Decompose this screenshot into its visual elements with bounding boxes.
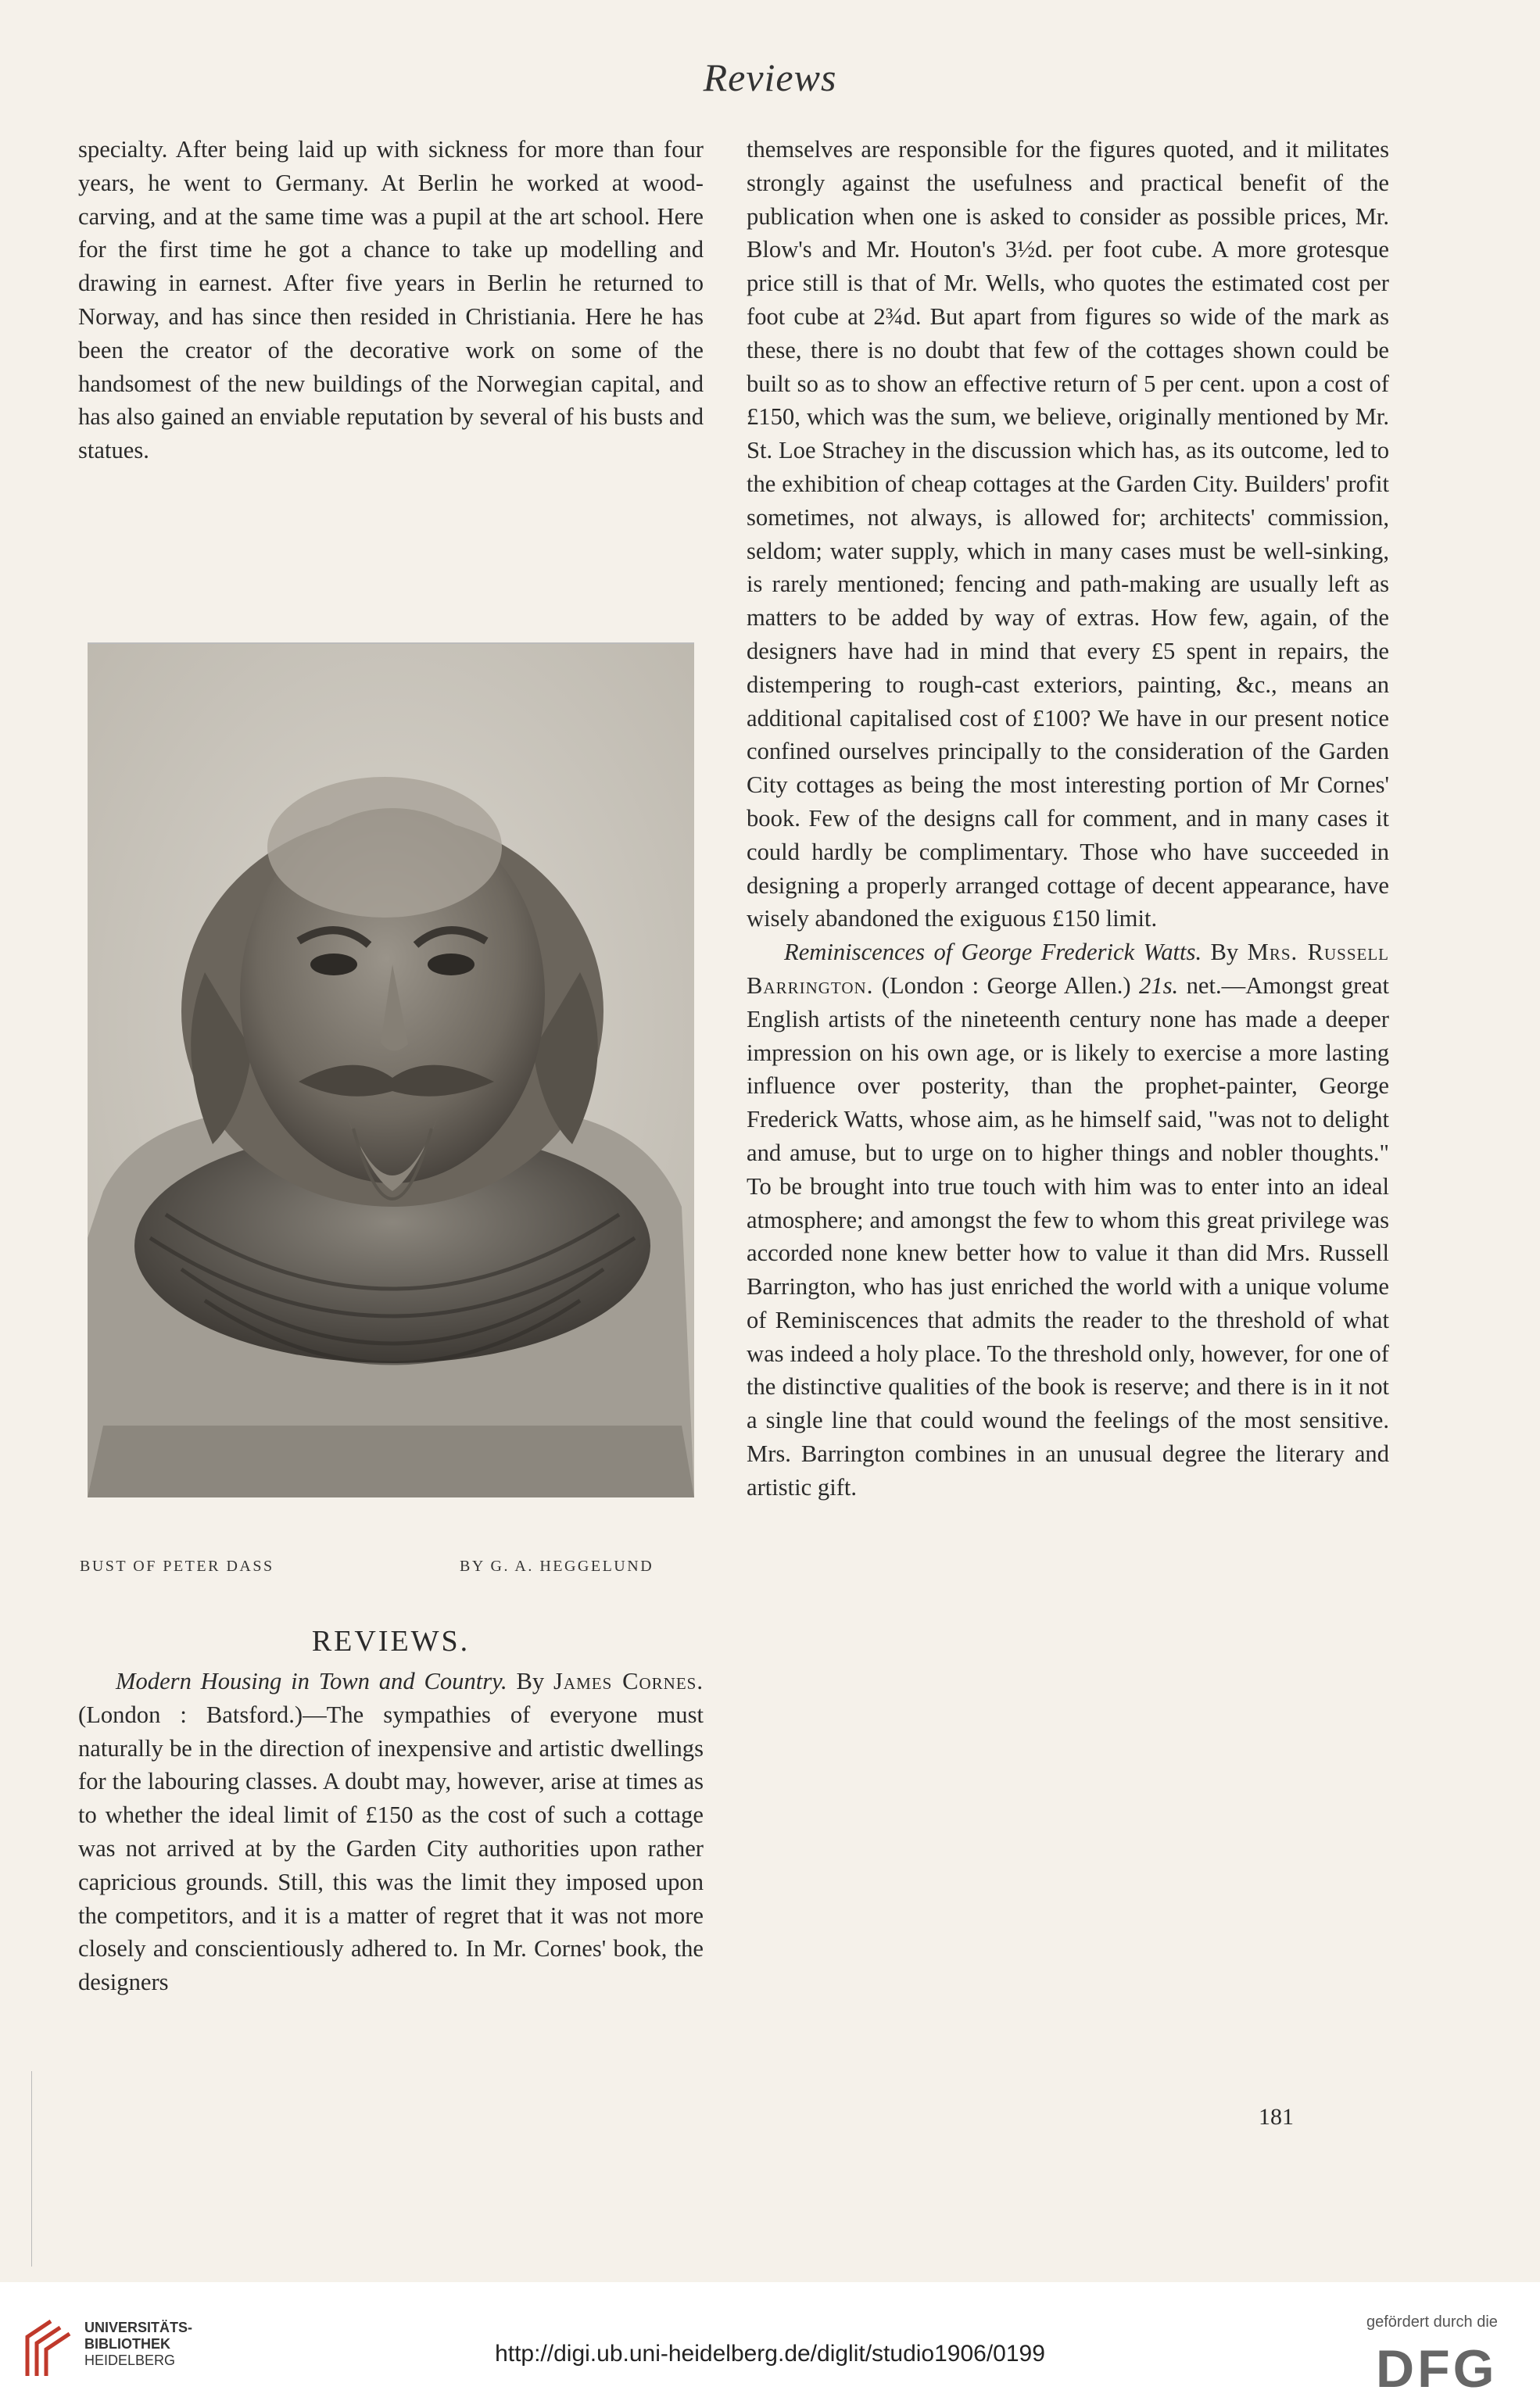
library-line-2: BIBLIOTHEK <box>84 2336 170 2352</box>
review-watts-title: Reminiscences of George Frederick Watts. <box>784 939 1202 966</box>
review-housing-paragraph <box>78 1665 704 1999</box>
right-column <box>747 133 1389 1505</box>
permalink-url[interactable]: http://digi.ub.uni-heidelberg.de/diglit/studio1906/0199 <box>495 2341 1045 2367</box>
page-number: 181 <box>1259 2104 1294 2130</box>
library-line-3: HEIDELBERG <box>84 2353 176 2368</box>
review-housing-publisher: (London : Batsford.) <box>78 1701 303 1728</box>
library-line-1: UNIVERSITÄTS- <box>84 2320 193 2335</box>
bust-photograph <box>88 642 694 1497</box>
bust-image <box>88 644 694 1497</box>
scan-margin-line <box>31 2071 32 2267</box>
review-watts-publisher: (London : George Allen.) <box>881 971 1131 999</box>
running-head: Reviews <box>703 55 837 99</box>
photo-caption-subject: BUST OF PETER DASS <box>80 1558 274 1575</box>
left-column-top <box>78 133 704 467</box>
review-housing-by: By <box>516 1668 545 1694</box>
review-housing-start <box>78 1665 704 1999</box>
reviews-heading: REVIEWS. <box>311 1625 471 1658</box>
review-watts-price: 21s. <box>1139 971 1179 999</box>
digitization-footer <box>0 2282 1540 2408</box>
review-watts-paragraph <box>747 936 1389 1505</box>
funded-by-label: gefördert durch die <box>1366 2313 1498 2331</box>
review-housing-text-right: themselves are responsible for the figures quoted, and it militates strongly against the usefulness and practical benefit of the publication when one is asked to consider as possible prices, Mr. Blow's and Mr. Houton's 3½d. per foot cube. A more grotesque price still is that of Mr. Wells, who quotes the estimated cost per foot cube at 2¾d. But apart from figures so wide of the mark as these, there is no doubt that few of the cottages shown could be built so as to show an effective return of 5 per cent. upon a cost of £150, which was the sum, we believe, originally mentioned by Mr. St. Loe Strachey in the discussion which has, as its outcome, led to the exhibition of cheap cottages at the Garden City. Builders' profit sometimes, not always, is allowed for; architects' commission, seldom; water supply, which in many cases must be well-sinking, is rarely mentioned; fencing and path-making are usually left as matters to be added by way of extras. How few, again, of the designers have had in mind that every £5 spent in repairs, the distempering to rough-cast exteriors, painting, &c., means an additional capitalised cost of £100? We have in our present notice confined ourselves principally to the consideration of the Garden City cottages as being the most interesting portion of Mr Cornes' book. Few of the designs call for comment, and in many cases it could hardly be complimentary. Those who have succeeded in designing a properly arranged cottage of decent appearance, have wisely abandoned the exiguous £150 limit. <box>747 136 1389 932</box>
photo-caption-artist: BY G. A. HEGGELUND <box>460 1558 654 1575</box>
dfg-logo: DFG <box>1376 2339 1498 2399</box>
review-housing-title: Modern Housing in Town and Country. <box>116 1668 507 1694</box>
paragraph-heggelund: specialty. After being laid up with sickness for more than four years, he went to Germany. At Berlin he worked at wood-carving, and at the same time was a pupil at the art school. Here for the first time he got a chance to take up modelling and drawing in earnest. After five years in Berlin he returned to Norway, and has since then resided in Christiania. Here he has been the creator of the decorative work on some of the handsomest of the new buildings of the Norwegian capital, and has also gained an enviable reputation by several of his busts and statues. <box>78 136 704 464</box>
review-housing-author: James Cornes. <box>553 1668 704 1694</box>
review-housing-text-left: —The sympathies of everyone must naturally be in the direction of inexpensive and artistic dwellings for the labouring classes. A doubt may, however, arise at times as to whether the ideal limit of £150 as the cost of such a cottage was not arrived at by the Garden City authorities upon rather capricious grounds. Still, this was the limit they imposed upon the competitors, and it is a matter of regret that it was not more closely and conscientiously adhered to. In Mr. Cornes' book, the designers <box>78 1701 704 1996</box>
review-watts-author: Mrs. Russell Barrington. <box>747 939 1389 999</box>
review-watts-text: net.—Amongst great English artists of the nineteenth century none has made a deeper impression on his own age, or is likely to exercise a more lasting influence over posterity, than the prophet-painter, George Frederick Watts, whose aim, as he himself said, "was not to delight and amuse, but to urge on to higher things and nobler thoughts." To be brought into true touch with him was to enter into an ideal atmosphere; and amongst the few to whom this great privilege was accorded none knew better how to value it than did Mrs. Russell Barrington, who has just enriched the world with a unique volume of Reminiscences that admits the reader to the threshold of what was indeed a holy place. To the threshold only, however, for one of the distinctive qualities of the book is reserve; and there is in it not a single line that could wound the feelings of the most sensitive. Mrs. Barrington combines in an unusual degree the literary and artistic gift. <box>747 971 1389 1501</box>
review-watts-by: By <box>1210 939 1239 966</box>
